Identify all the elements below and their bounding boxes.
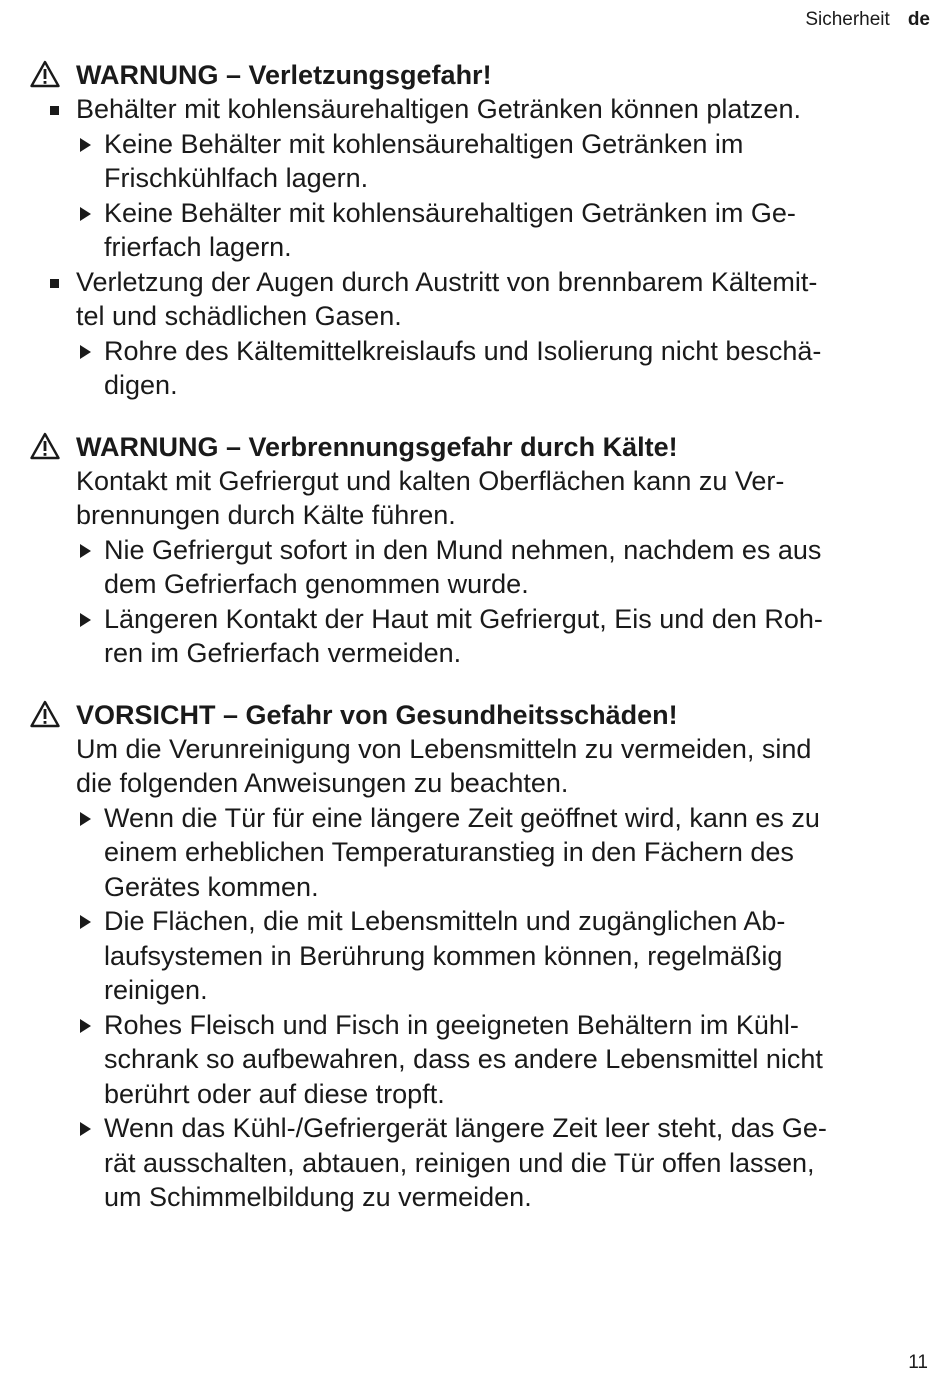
action-item [30,904,935,1008]
action-text: Nie Gefriergut sofort in den Mund nehmen, nachdem es aus dem Gefrierfach genommen wurde. [104,534,822,599]
square-bullet-icon [50,106,59,115]
section-title: WARNUNG – Verletzungsgefahr! [76,60,492,90]
arrow-right-icon [80,915,91,929]
bullet-text: Verletzung der Augen durch Austritt von brennbarem Kältemit- tel und schädlichen Gasen. [76,266,818,331]
action-text: Rohes Fleisch und Fisch in geeigneten Behältern im Kühl- schrank so aufbewahren, dass es andere Lebensmittel nicht berührt oder auf diese tropft. [104,1009,823,1109]
arrow-right-icon [80,544,91,558]
section-intro: Kontakt mit Gefriergut und kalten Oberflächen kann zu Ver- brennungen durch Kälte führen. [76,465,785,530]
action-item [30,602,935,671]
page-header [805,9,930,31]
action-item [30,334,935,403]
section-title: WARNUNG – Verbrennungsgefahr durch Kälte! [76,431,678,462]
action-text: Die Flächen, die mit Lebensmitteln und zugänglichen Ab- laufsystemen in Berührung kommen können, regelmäßig reinigen. [104,906,786,1005]
arrow-right-icon [80,1019,91,1033]
action-text: Keine Behälter mit kohlensäurehaltigen Getränken im Frischkühlfach lagern. [104,128,744,193]
action-item [30,533,935,602]
arrow-right-icon [80,207,91,221]
warning-triangle-icon [30,60,60,88]
section-heading [30,430,935,464]
arrow-right-icon [80,345,91,359]
arrow-right-icon [80,138,91,152]
section-heading [30,58,935,92]
header-lang: de [907,9,930,30]
warning-section-injury [30,58,935,403]
action-item [30,801,935,905]
bullet-text: Behälter mit kohlensäurehaltigen Getränken können platzen. [76,94,801,124]
document-body [30,58,935,1242]
action-text: Längeren Kontakt der Haut mit Gefriergut, Eis und den Roh- ren im Gefrierfach vermeiden. [104,603,823,668]
section-intro: Um die Verunreinigung von Lebensmitteln zu vermeiden, sind die folgenden Anweisungen zu beachten. [76,733,812,798]
square-bullet-icon [50,279,59,288]
action-item [30,127,935,196]
action-text: Rohre des Kältemittelkreislaufs und Isolierung nicht beschä- digen. [104,335,822,400]
action-item [30,196,935,265]
list-item [30,265,935,334]
section-heading [30,698,935,732]
warning-triangle-icon [30,700,60,728]
caution-section-health [30,698,935,1215]
action-item [30,1008,935,1112]
arrow-right-icon [80,812,91,826]
action-text: Keine Behälter mit kohlensäurehaltigen Getränken im Ge- frierfach lagern. [104,197,796,262]
action-text: Wenn das Kühl-/Gefriergerät längere Zeit leer steht, das Ge- rät ausschalten, abtauen, reinigen und die Tür offen lassen, um Schimmelbildung zu vermeiden. [104,1113,827,1212]
page-number: 11 [908,1352,928,1373]
header-section: Sicherheit [805,9,890,30]
action-text: Wenn die Tür für eine längere Zeit geöffnet wird, kann es zu einem erheblichen Temperaturanstieg in den Fächern des Gerätes kommen. [104,802,820,902]
arrow-right-icon [80,613,91,627]
action-item [30,1111,935,1215]
list-item [30,92,935,127]
warning-section-cold-burn [30,430,935,671]
warning-triangle-icon [30,432,60,460]
arrow-right-icon [80,1122,91,1136]
section-title: VORSICHT – Gefahr von Gesundheitsschäden! [76,699,678,730]
